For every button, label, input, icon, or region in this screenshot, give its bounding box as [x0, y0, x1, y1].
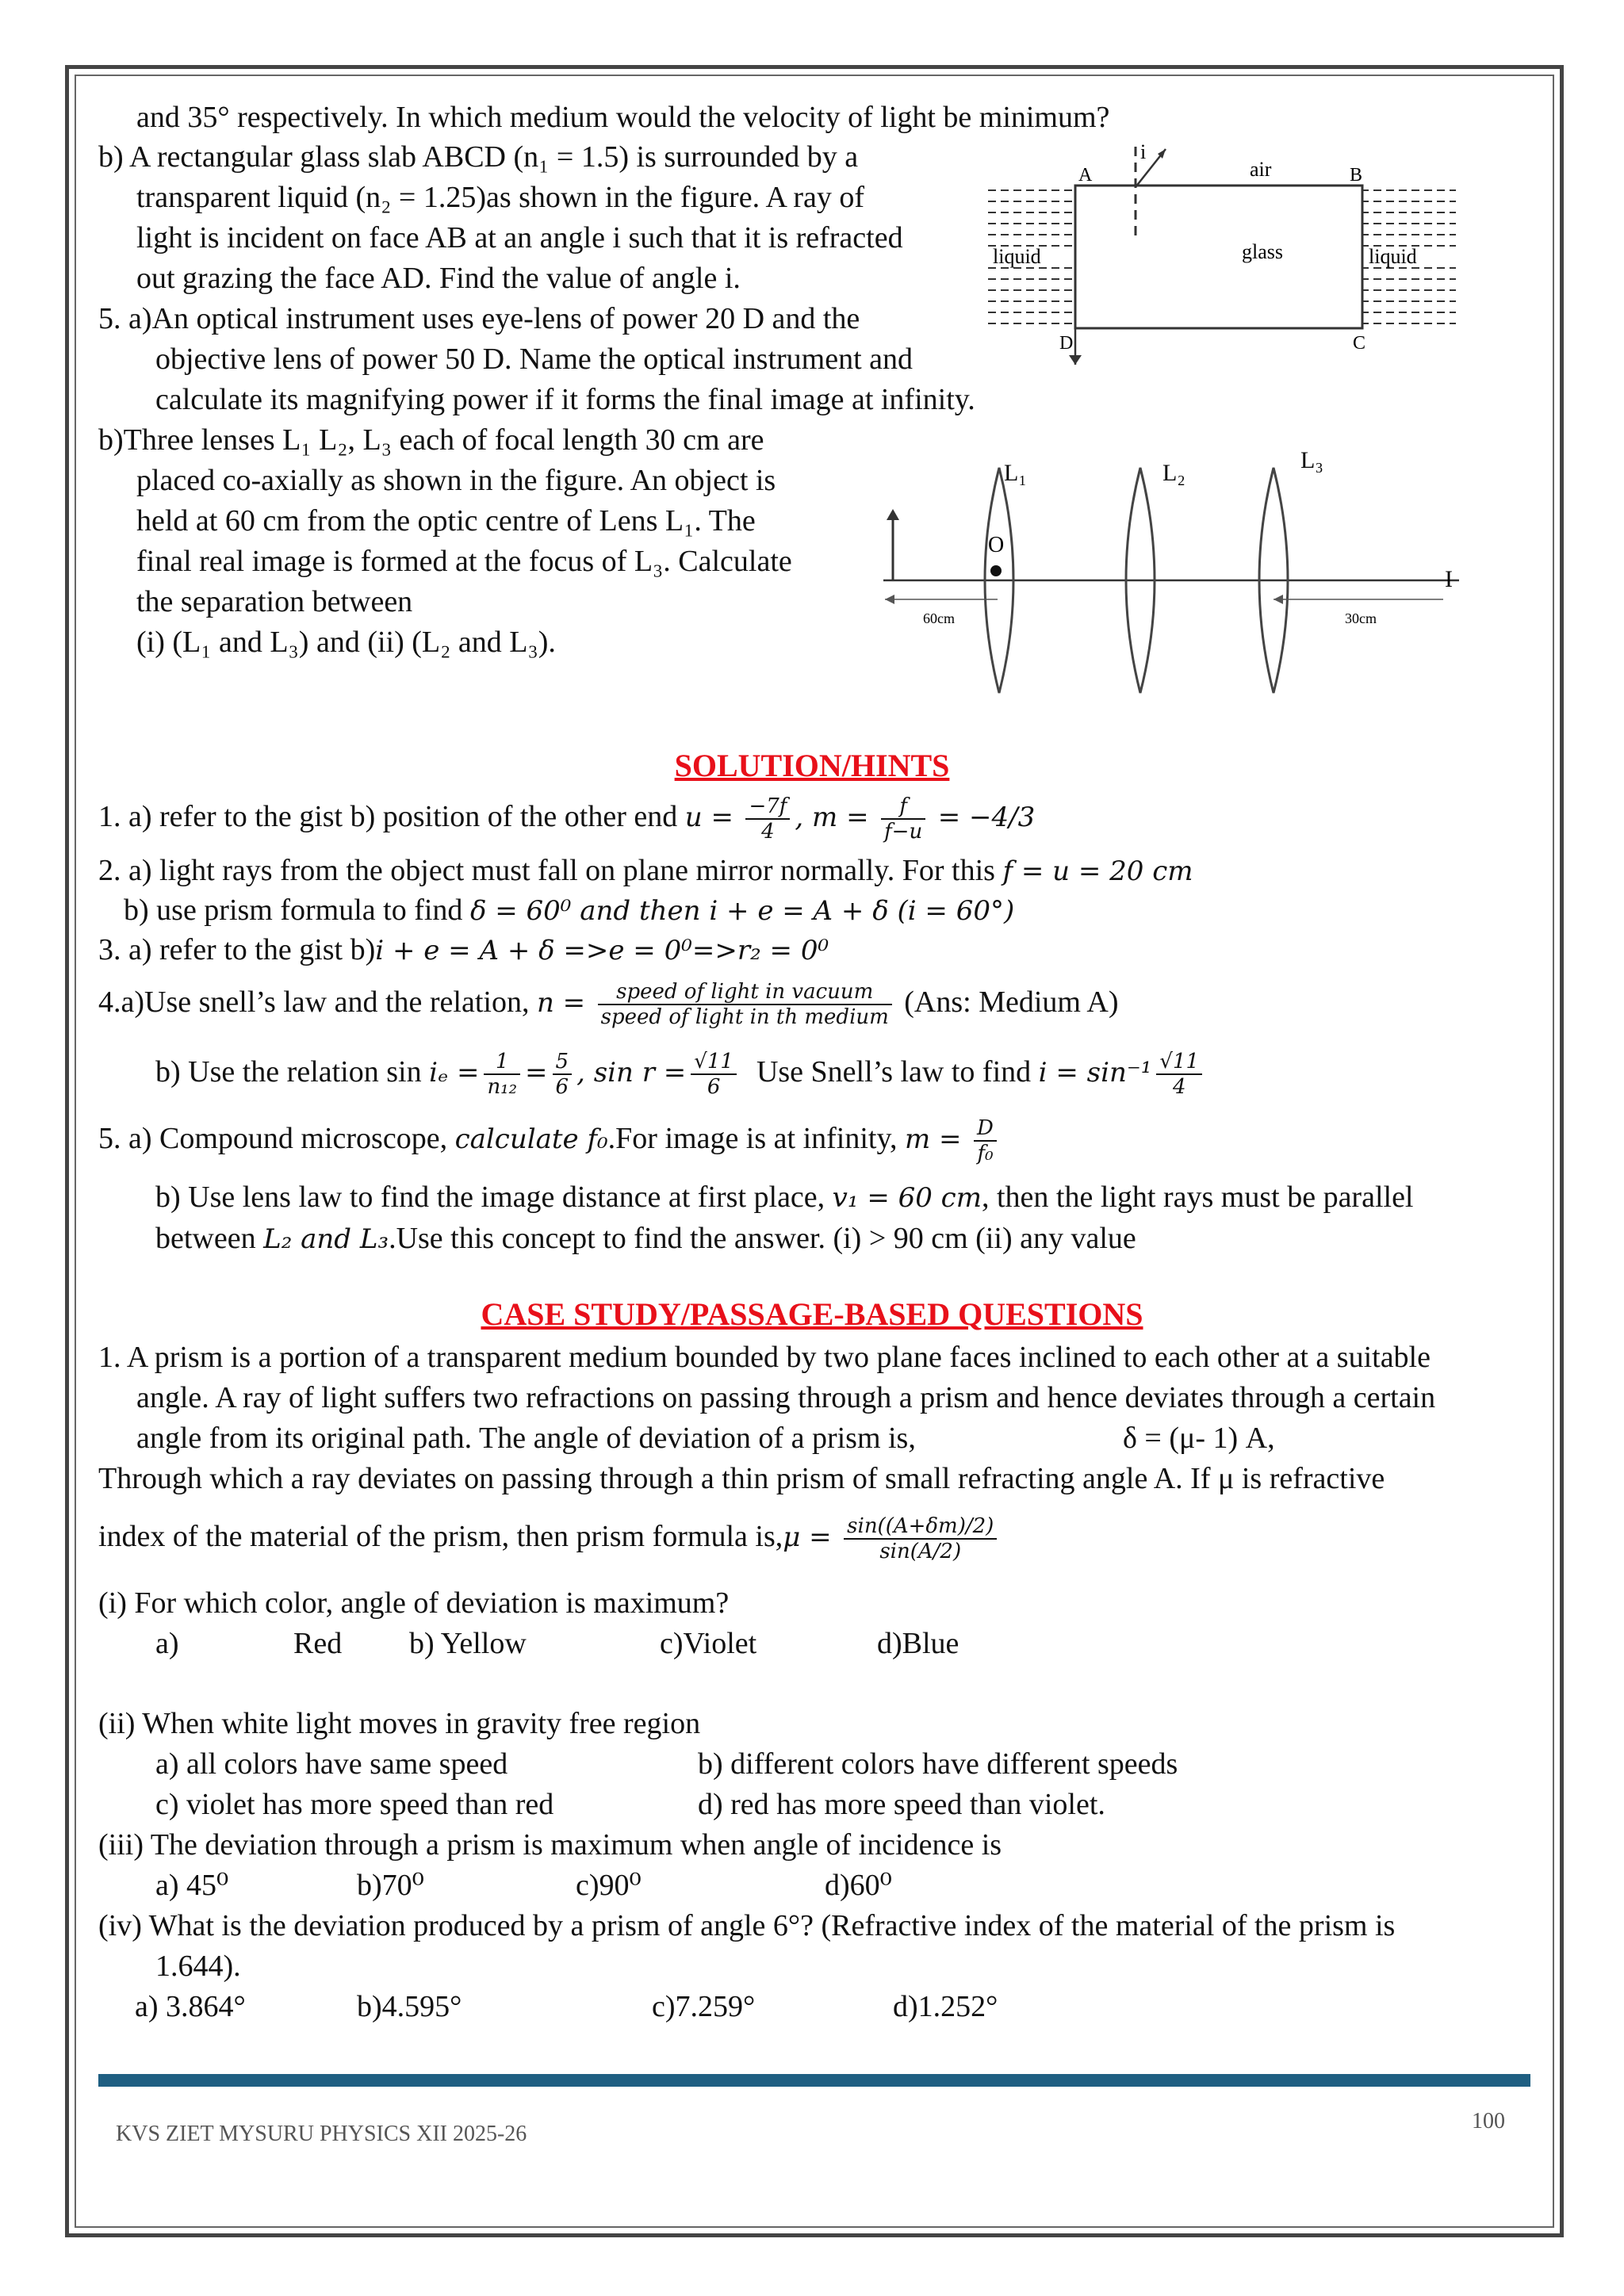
mcq-3-option-c: c)90⁰	[576, 1869, 642, 1902]
label-liquid-right: liquid	[1369, 245, 1417, 268]
mcq-2-option-b: b) different colors have different speeds	[698, 1747, 1178, 1781]
mcq-4-option-a: a) 3.864°	[135, 1990, 246, 2023]
q5b-line: the separation between	[136, 585, 413, 618]
page-number: 100	[1472, 2109, 1505, 2133]
label-l2: L₂	[1162, 460, 1185, 486]
q5a-line: calculate its magnifying power if it forms the final image at infinity.	[155, 383, 975, 416]
solution-4a: 4.a)Use snell’s law and the relation, n = $\frac{\text{speed of light in vacuum}}{\text{speed of light in th medium}}$ (Ans: Medium A)	[98, 980, 1119, 1030]
label-air: air	[1250, 158, 1272, 181]
mcq-1-option-b: b) Yellow	[409, 1627, 527, 1660]
solution-5a-fraction: $\frac{D}{\text{f₀}}$	[974, 1116, 997, 1165]
q4b-line: transparent liquid (n₂ = 1.25)as shown in the figure. A ray of	[136, 181, 864, 214]
passage-line: 1. A prism is a portion of a transparent medium bounded by two plane faces inclined to each other at a suitable	[98, 1341, 1431, 1374]
mcq-4-stem: (iv) What is the deviation produced by a prism of angle 6°? (Refractive index of the material of the prism is	[98, 1909, 1396, 1942]
optic-centre-dot	[990, 565, 1002, 576]
solution-1-text: 1. a) refer to the gist b) position of the other end	[98, 800, 678, 833]
label-liquid-left: liquid	[993, 245, 1041, 268]
footer-text: KVS ZIET MYSURU PHYSICS XII 2025-26	[116, 2122, 527, 2146]
label-l1: L₁	[1004, 460, 1027, 486]
solution-1-fraction: $\frac{-7f}{4}$	[745, 794, 790, 844]
solution-5b-line: b) Use lens law to find the image distance at first place, v₁ = 60 cm, then the light rays must be parallel	[155, 1181, 1414, 1214]
case-study-heading: CASE STUDY/PASSAGE-BASED QUESTIONS	[481, 1296, 1143, 1332]
solution-1-result: = −4/3	[937, 802, 1036, 833]
q5a-line: 5. a)An optical instrument uses eye-lens of power 20 D and the	[98, 302, 860, 335]
mcq-2-option-a: a) all colors have same speed	[155, 1747, 508, 1781]
mcq-4-option-c: c)7.259°	[652, 1990, 756, 2023]
solution-1	[98, 793, 1036, 844]
q5b-line: (i) (L₁ and L₃) and (ii) (L₂ and L₃).	[136, 626, 556, 659]
prism-formula-fraction: $\frac{\sin((A+\delta m)/2)}{\sin(A/2)}$	[844, 1514, 997, 1563]
q5b-line: final real image is formed at the focus of L₃. Calculate	[136, 545, 792, 578]
label-30cm: 30cm	[1345, 610, 1377, 626]
label-l3: L₃	[1300, 447, 1323, 473]
q4b-line: light is incident on face AB at an angle i such that it is refracted	[136, 221, 903, 254]
solution-4b-fraction: $\frac{√11}{4}$	[1156, 1050, 1202, 1099]
solution-3: 3. a) refer to the gist b)i + e = A + δ =>e = 0⁰=>r₂ = 0⁰	[98, 933, 829, 966]
mcq-4-option-d: d)1.252°	[893, 1990, 998, 2023]
q4b-line: out grazing the face AD. Find the value of angle i.	[136, 262, 741, 295]
label-o: O	[988, 533, 1005, 557]
glass-slab-figure	[980, 135, 1472, 365]
solution-4a-fraction: $\frac{\text{speed of light in vacuum}}{\text{speed of light in th medium}}$	[598, 980, 892, 1029]
q4b-line: b) A rectangular glass slab ABCD (n₁ = 1.5) is surrounded by a	[98, 140, 859, 174]
passage-line: Through which a ray deviates on passing through a thin prism of small refracting angle A. If μ is refractive	[98, 1462, 1385, 1495]
solution-1-m: , m =	[795, 802, 869, 833]
solution-4b-fraction: $\frac{1}{\text{n₁₂}}$	[484, 1050, 520, 1099]
label-a: A	[1078, 165, 1093, 186]
label-glass: glass	[1242, 240, 1283, 263]
mcq-1-option-a: a)	[155, 1627, 179, 1660]
solution-5a: 5. a) Compound microscope, calculate f₀.For image is at infinity, m = $\frac{D}{\text{f₀}}$	[98, 1113, 1002, 1164]
mcq-4-option-b: b)4.595°	[357, 1990, 462, 2023]
mcq-4-stem-continued: 1.644).	[155, 1950, 241, 1983]
q4-continued-text: and 35° respectively. In which medium would the velocity of light be minimum?	[136, 101, 1110, 134]
solution-1-fraction: $\frac{f}{f-u}$	[881, 794, 925, 844]
passage-line: angle. A ray of light suffers two refractions on passing through a prism and hence deviates through a certain	[136, 1381, 1436, 1414]
mcq-1-stem: (i) For which color, angle of deviation is maximum?	[98, 1586, 730, 1620]
solution-4b: b) Use the relation sin iₑ = $\frac{1}{\text{n₁₂}}$ = $\frac{5}{6}$ , sin r = $\frac{√11}{6}$ Use Snell’s law to find i = sin⁻¹ $\frac{√11}{4}$	[155, 1047, 1207, 1097]
mcq-1-option-a-value: Red	[293, 1627, 343, 1660]
label-b: B	[1350, 165, 1363, 186]
label-i: i	[1140, 140, 1147, 163]
label-60cm: 60cm	[923, 610, 955, 626]
solution-4b-fraction: $\frac{5}{6}$	[553, 1050, 573, 1099]
q5a-line: objective lens of power 50 D. Name the optical instrument and	[155, 342, 914, 376]
mcq-3-option-b: b)70⁰	[357, 1869, 424, 1902]
solution-5b-line: between L₂ and L₃.Use this concept to find the answer. (i) > 90 cm (ii) any value	[155, 1222, 1136, 1255]
deviation-formula: δ = (μ- 1) A,	[1123, 1422, 1275, 1455]
mcq-2-stem: (ii) When white light moves in gravity free region	[98, 1707, 701, 1740]
mcq-1-option-d: d)Blue	[877, 1627, 959, 1660]
mcq-1-option-c: c)Violet	[660, 1627, 757, 1660]
mcq-3-option-d: d)60⁰	[825, 1869, 892, 1902]
solution-4b-fraction: $\frac{√11}{6}$	[691, 1050, 737, 1099]
q5b-line: held at 60 cm from the optic centre of Lens L₁. The	[136, 504, 756, 538]
mcq-3-stem: (iii) The deviation through a prism is maximum when angle of incidence is	[98, 1828, 1002, 1862]
q5b-line: placed co-axially as shown in the figure. An object is	[136, 464, 776, 497]
solution-1-u: u =	[684, 802, 733, 833]
three-lens-figure	[872, 444, 1483, 698]
passage-line: angle from its original path. The angle of deviation of a prism is,	[136, 1422, 916, 1455]
mcq-3-option-a: a) 45⁰	[155, 1869, 229, 1902]
footer-divider	[98, 2074, 1530, 2087]
mcq-2-option-c: c) violet has more speed than red	[155, 1788, 554, 1821]
glass-slab-rect	[1075, 186, 1362, 328]
solution-2a: 2. a) light rays from the object must fall on plane mirror normally. For this f = u = 20 cm	[98, 854, 1193, 887]
label-d: D	[1059, 333, 1074, 354]
mcq-2-option-d: d) red has more speed than violet.	[698, 1788, 1105, 1821]
label-c: C	[1353, 333, 1366, 354]
solution-heading: SOLUTION/HINTS	[674, 748, 950, 783]
solution-2b: b) use prism formula to find δ = 60⁰ and then i + e = A + δ (i = 60°)	[124, 894, 1015, 927]
prism-formula-line: index of the material of the prism, then prism formula is,μ = $\frac{\sin((A+\delta m)/2)}{\sin(A/2)}$	[98, 1506, 1002, 1567]
q5b-line: b)Three lenses L₁ L₂, L₃ each of focal length 30 cm are	[98, 423, 764, 457]
label-image-i: I	[1445, 566, 1453, 592]
